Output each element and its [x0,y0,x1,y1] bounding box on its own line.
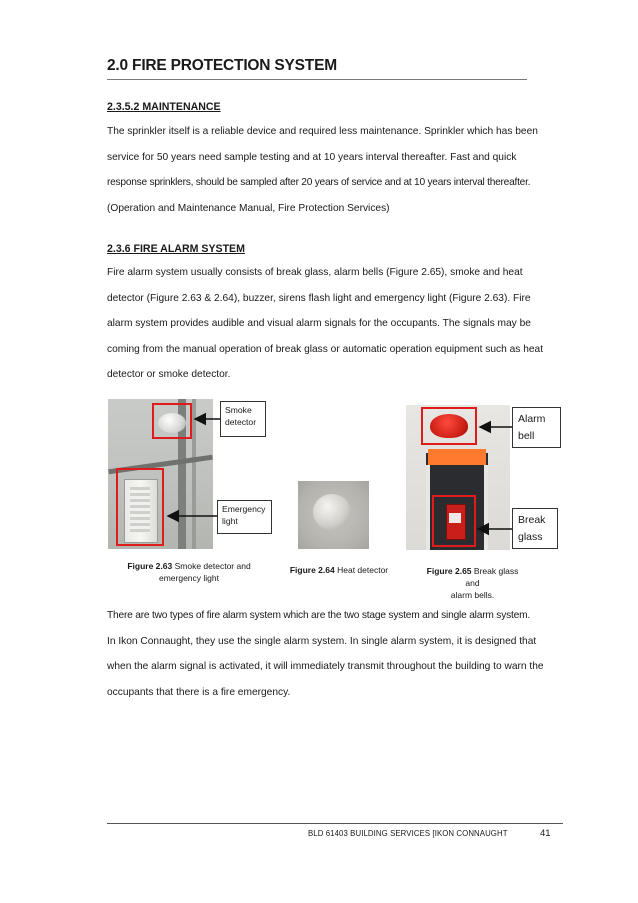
text-line: Fire alarm system usually consists of break glass, alarm bells (Figure 2.65), smoke and heat [107,267,523,278]
caption-text: Heat detector [337,565,389,575]
text-line: service for 50 years need sample testing and at 10 years interval thereafter. Fast and quick [107,151,517,163]
page-number: 41 [540,828,551,839]
caption-text: alarm bells. [450,590,495,600]
figure-number: Figure 2.63 [127,561,173,571]
callout-line: Break [518,514,546,526]
footer-text: BLD 61403 BUILDING SERVICES [IKON CONNAUGHT [308,829,508,838]
callout-line: Smoke [225,405,252,415]
figure-number: Figure 2.65 [426,566,472,576]
fire-alarm-heading: 2.3.6 FIRE ALARM SYSTEM [107,243,245,255]
closing-paragraph [107,603,562,705]
callout-line: bell [518,430,535,442]
text-line: alarm system provides audible and visual alarm signals for the occupants. The signals may be [107,318,531,329]
callout-line: Alarm [518,413,546,425]
footer-rule [107,823,563,824]
text-line: There are two types of fire alarm system which are the two stage system and single alarm system. [107,610,530,621]
callout-line: Emergency [222,504,266,514]
text-line: coming from the manual operation of break glass or automatic operation equipment such as heat [107,343,544,355]
text-line: The sprinkler itself is a reliable device and required less maintenance. Sprinkler which has been [107,126,538,137]
text-line: (Operation and Maintenance Manual, Fire Protection Services) [107,202,390,214]
text-line: occupants that there is a fire emergency. [107,686,291,698]
caption-text: Break glass and [465,566,519,588]
callout-line: light [222,516,238,526]
callout-line: detector [225,417,257,427]
caption-text: emergency light [158,573,219,583]
maintenance-heading: 2.3.5.2 MAINTENANCE [107,101,221,113]
text-line: detector (Figure 2.63 & 2.64), buzzer, sirens flash light and emergency light (Figure 2.63). Fire [107,292,531,304]
text-line: In Ikon Connaught, they use the single alarm system. In single alarm system, it is designed that [107,635,537,647]
figure-number: Figure 2.64 [289,565,335,575]
text-line: when the alarm signal is activated, it will immediately transmit throughout the building to warn the [107,661,544,672]
text-line: response sprinklers, should be sampled after 20 years of service and at 10 years interval thereafter. [107,177,531,188]
text-line: detector or smoke detector. [107,369,231,380]
page-title: 2.0 FIRE PROTECTION SYSTEM [107,57,337,74]
callout-line: glass [518,531,543,543]
caption-text: Smoke detector and [174,561,251,571]
